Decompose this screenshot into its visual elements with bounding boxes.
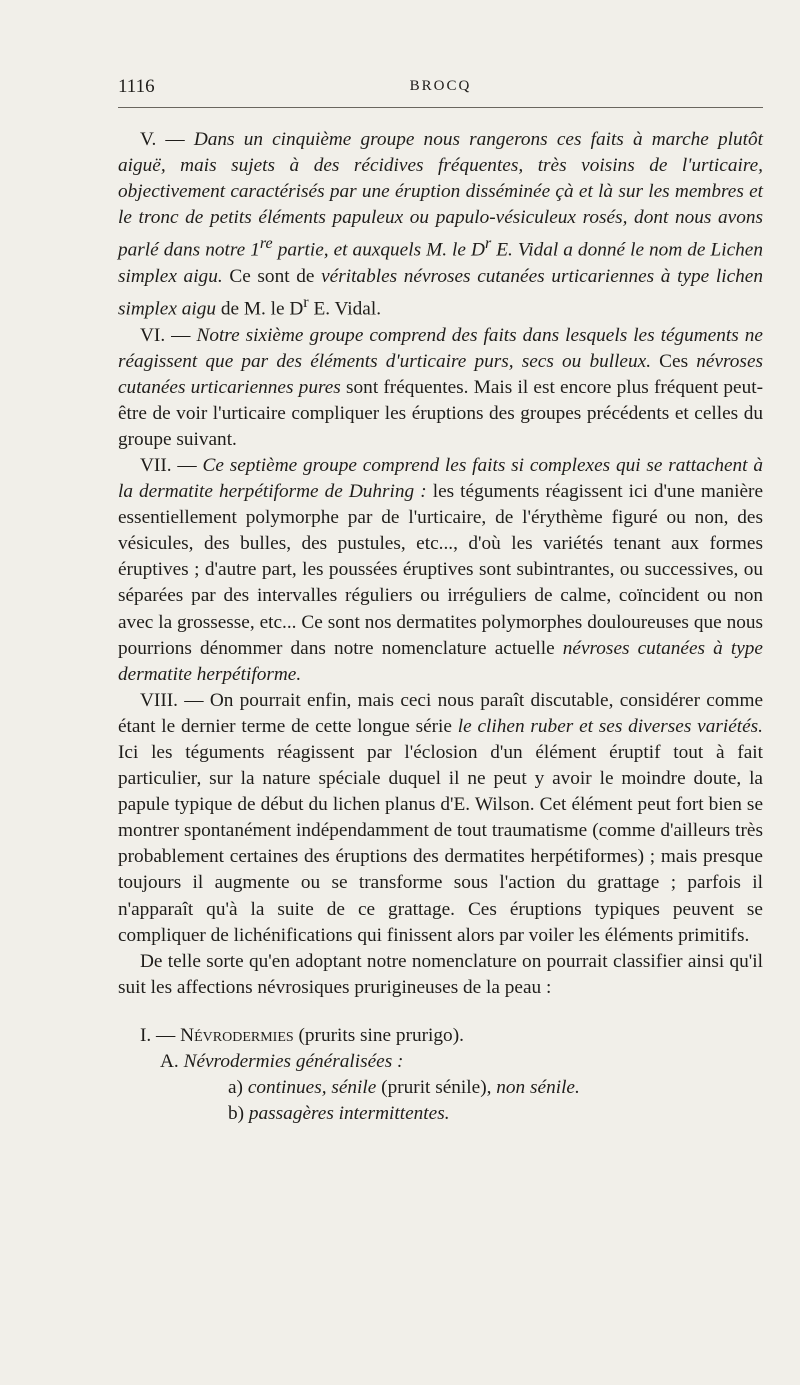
italic-text: véritables névroses cutanées urticariennes à type lichen simplex aigu <box>118 265 763 320</box>
superscript: r <box>484 235 492 253</box>
roman-text: Ce sont de <box>222 265 322 287</box>
italic-text: Dans un cinquième groupe nous rangerons ces faits à marche plutôt aiguë, mais sujets à des récidives fréquentes, très voisins de l'urticaire, objectivement caractérisés par une éruption disséminée çà et là sur les membres et le tronc de petits éléments papuleux ou papulo-vésiculeux rosés, dont nous avons parlé dans notre 1 <box>118 129 763 261</box>
list-item-a1 <box>118 1075 763 1101</box>
italic-text: Ce septième groupe comprend les faits si complexes qui se rattachent à la dermatite herpétiforme de Duhring : <box>118 454 763 503</box>
italic-text: non sénile. <box>496 1077 580 1099</box>
body-text <box>118 127 763 1127</box>
roman-text: Ici les téguments réagissent par l'éclosion d'un élément éruptif tout à fait particulier, sur la nature spéciale duquel il ne peut y avoir le moindre doute, la papule typique de début du lichen planus d'E. Wilson. Cet élément peut fort bien se montrer spontanément indépendamment de tout traumatisme (comme d'ailleurs très probablement certaines des éruptions des dermatites herpétiformes) ; mais presque toujours il augmente ou se transforme sous l'action du grattage ; parfois il n'apparaît qu'à la suite de ce grattage. Ces éruptions typiques peuvent se compliquer de lichénifications qui finissent alors par voiler les éléments primitifs. <box>118 742 763 946</box>
italic-text: le clihen ruber et ses diverses variétés. <box>457 715 763 737</box>
roman-text: de M. le D <box>216 298 304 320</box>
roman-text: E. Vidal. <box>308 298 382 320</box>
page-header <box>118 72 763 102</box>
list-title: Névrodermies <box>180 1024 294 1046</box>
list-item-a <box>118 1049 763 1075</box>
italic-text: névroses cutanées à type dermatite herpétiforme. <box>118 637 763 685</box>
page-number: 1116 <box>118 76 155 97</box>
list-item-b1 <box>118 1101 763 1127</box>
italic-text: E. Vidal a donné le nom de Lichen simplex aigu. <box>118 239 763 287</box>
list-number: I. — <box>140 1024 176 1046</box>
roman-text: sont fréquentes. Mais il est encore plus fréquent peut-être de voir l'urticaire compliquer les éruptions des groupes précédents et celles du groupe suivant. <box>118 376 764 450</box>
paragraph-vi <box>118 323 763 453</box>
paragraph-viii <box>118 688 763 949</box>
italic-text: passagères intermittentes. <box>248 1103 450 1125</box>
paragraph-v <box>118 127 763 323</box>
section-number: VIII. — <box>140 689 204 711</box>
roman-text: Ces <box>651 350 697 372</box>
paragraph-vii <box>118 453 763 688</box>
list-number: a) <box>228 1077 243 1099</box>
list-title: Névrodermies généralisées : <box>183 1051 404 1073</box>
italic-text: névroses cutanées urticariennes pures <box>118 350 763 398</box>
superscript: r <box>303 293 309 311</box>
section-number: V. — <box>140 129 185 150</box>
paragraph-conclusion: De telle sorte qu'en adoptant notre nomenclature on pourrait classifier ainsi qu'il suit les affections névrosiques prurigineuses de la peau : <box>118 950 763 998</box>
header-rule <box>118 107 763 108</box>
list-item-i <box>118 1023 763 1049</box>
list-number: A. <box>160 1051 179 1073</box>
classification-list <box>118 1023 763 1127</box>
section-number: VII. — <box>140 454 197 476</box>
italic-text: partie, et auxquels M. le D <box>272 239 485 261</box>
italic-text: Notre sixième groupe comprend des faits dans lesquels les téguments ne réagissent que par des éléments d'urticaire purs, secs ou bulleux. <box>118 324 763 372</box>
italic-text: continues, sénile <box>247 1077 377 1099</box>
roman-text: On pourrait enfin, mais ceci nous paraît discutable, considérer comme étant le dernier terme de cette longue série <box>118 689 764 737</box>
section-number: VI. — <box>140 324 191 346</box>
superscript: re <box>259 235 273 253</box>
roman-text: les téguments réagissent ici d'une manière essentiellement polymorphe par de l'urticaire, de l'érythème figuré ou non, des vésicules, des bulles, des pustules, etc..., d'où les variétés tenant aux formes éruptives ; d'autre part, les poussées éruptives sont subintrantes, ou successives, ou séparées par des intervalles réguliers ou irréguliers de calme, coïncident ou non avec la grossesse, etc... Ce sont nos dermatites polymorphes douloureuses que nous pourrions dénommer dans notre nomenclature actuelle <box>118 481 763 659</box>
roman-text: (prurit sénile), <box>376 1077 497 1099</box>
list-number: b) <box>228 1103 245 1125</box>
running-head: BROCQ <box>409 78 472 94</box>
list-text: (prurits sine prurigo). <box>293 1024 464 1046</box>
